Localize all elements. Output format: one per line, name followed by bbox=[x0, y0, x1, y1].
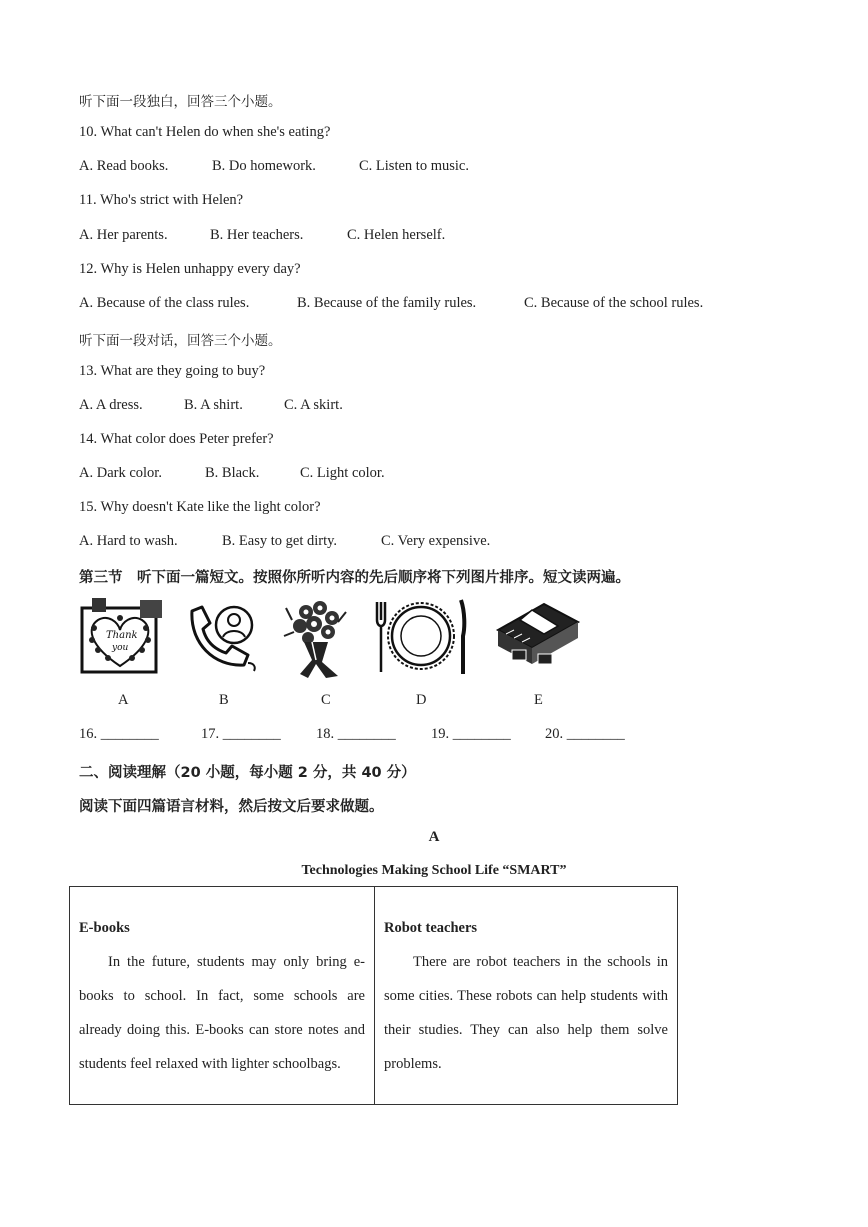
answer-blank-20[interactable]: 20. ________ bbox=[545, 726, 625, 742]
section3-heading: 第三节 听下面一篇短文。按照你所听内容的先后顺序将下列图片排序。短文读两遍。 bbox=[79, 570, 630, 586]
q15-option-a: A. Hard to wash. bbox=[79, 533, 178, 549]
answer-blank-19[interactable]: 19. ________ bbox=[431, 726, 511, 742]
q15-option-b: B. Easy to get dirty. bbox=[222, 533, 338, 549]
question-14: 14. What color does Peter prefer? bbox=[79, 431, 274, 447]
q14-option-b: B. Black. bbox=[205, 465, 260, 481]
q14-option-a: A. Dark color. bbox=[79, 465, 162, 481]
q12-option-a: A. Because of the class rules. bbox=[79, 295, 250, 311]
q13-option-c: C. A skirt. bbox=[284, 397, 343, 413]
passage-title: Technologies Making School Life “SMART” bbox=[301, 863, 567, 878]
passage-label: A bbox=[428, 829, 440, 845]
question-12: 12. Why is Helen unhappy every day? bbox=[79, 261, 301, 277]
robot-teachers-title: Robot teachers bbox=[384, 919, 478, 936]
question-15: 15. Why doesn't Kate like the light color? bbox=[79, 499, 321, 515]
reading-heading: 二、阅读理解（20 小题，每小题 2 分，共 40 分） bbox=[79, 765, 416, 781]
answer-blank-18[interactable]: 18. ________ bbox=[316, 726, 396, 742]
q13-option-b: B. A shirt. bbox=[184, 397, 243, 413]
answer-blank-16[interactable]: 16. ________ bbox=[79, 726, 159, 742]
picture-label-d: D bbox=[416, 692, 427, 708]
q10-option-b: B. Do homework. bbox=[212, 158, 316, 174]
q10-option-a: A. Read books. bbox=[79, 158, 169, 174]
svg-text:you: you bbox=[112, 643, 129, 653]
picture-label-b: B bbox=[219, 692, 229, 708]
reading-instruction: 阅读下面四篇语言材料，然后按文后要求做题。 bbox=[79, 799, 384, 815]
monologue-instruction: 听下面一段独白，回答三个小题。 bbox=[79, 94, 282, 110]
svg-text:Thank: Thank bbox=[106, 630, 138, 641]
q12-option-b: B. Because of the family rules. bbox=[297, 295, 477, 311]
answer-blank-17[interactable]: 17. ________ bbox=[201, 726, 281, 742]
plate-fork-knife-icon bbox=[373, 598, 469, 681]
q11-option-c: C. Helen herself. bbox=[347, 227, 446, 243]
q11-option-b: B. Her teachers. bbox=[210, 227, 304, 243]
ebooks-title: E-books bbox=[79, 919, 130, 936]
picture-label-c: C bbox=[321, 692, 331, 708]
q15-option-c: C. Very expensive. bbox=[381, 533, 491, 549]
picture-label-a: A bbox=[118, 692, 129, 708]
thank-you-card-icon bbox=[80, 598, 166, 683]
question-10: 10. What can't Helen do when she's eating? bbox=[79, 124, 331, 140]
q12-option-c: C. Because of the school rules. bbox=[524, 295, 704, 311]
q13-option-a: A. A dress. bbox=[79, 397, 143, 413]
robot-teachers-text: There are robot teachers in the schools in some cities. These robots can help students with their studies. They can also help them solve problems. bbox=[384, 953, 668, 1072]
q14-option-c: C. Light color. bbox=[300, 465, 385, 481]
chocolate-icon bbox=[492, 600, 582, 679]
ebooks-cell bbox=[70, 887, 375, 1105]
picture-label-e: E bbox=[534, 692, 543, 708]
flowers-icon bbox=[282, 598, 352, 685]
dialogue-instruction: 听下面一段对话，回答三个小题。 bbox=[79, 333, 282, 349]
question-13: 13. What are they going to buy? bbox=[79, 363, 266, 379]
q10-option-c: C. Listen to music. bbox=[359, 158, 469, 174]
question-11: 11. Who's strict with Helen? bbox=[79, 192, 244, 208]
comparison-table bbox=[69, 886, 678, 1105]
q11-option-a: A. Her parents. bbox=[79, 227, 168, 243]
robot-teachers-cell bbox=[375, 887, 678, 1105]
ebooks-text: In the future, students may only bring e-books to school. In fact, some schools are already doing this. E-books can store notes and students feel relaxed with lighter schoolbags. bbox=[79, 953, 365, 1072]
phone-call-icon bbox=[184, 603, 260, 678]
